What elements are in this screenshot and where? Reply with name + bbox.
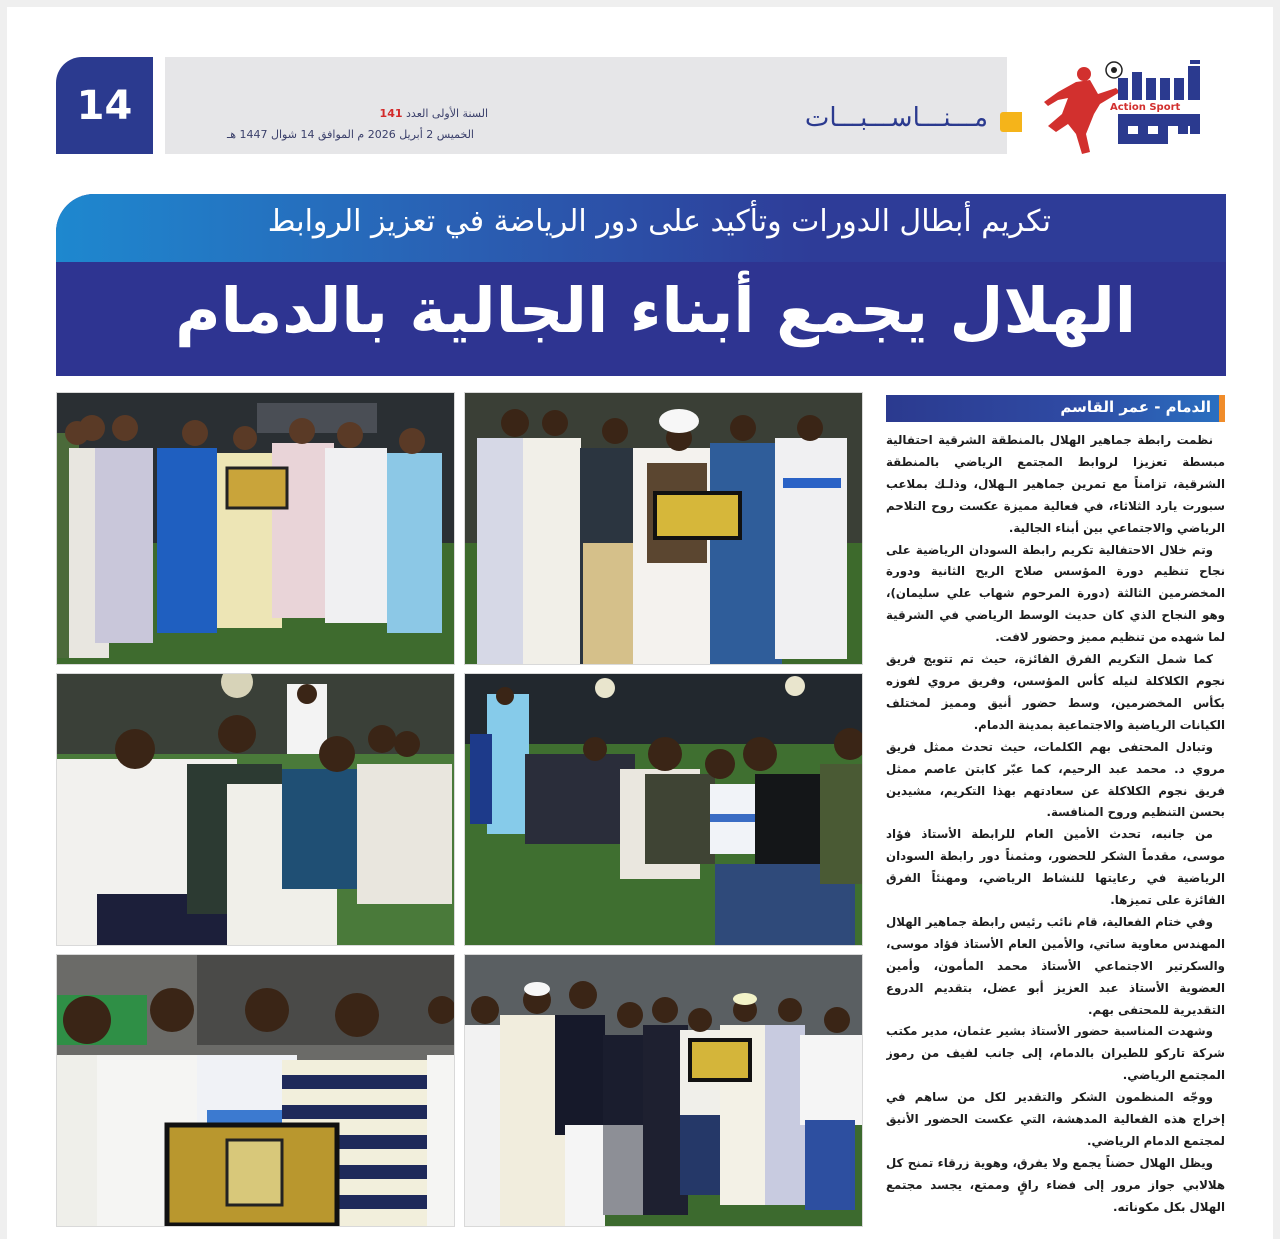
section-title: مـــنـــاســـبـــات (804, 103, 988, 133)
issue-line (188, 107, 488, 120)
article-paragraph: وتبادل المحتفى بهم الكلمات، حيث تحدث ممثل فريق مروي د. محمد عبد الرحيم، كما عبّر كابتن عاصم ممثل فريق نجوم الكلاكلة عن سعادتهم بهذا التكريم، مشيدين بحسن التنظيم وروح المنافسة. (886, 739, 1225, 820)
logo-english-text: Action Sport (1110, 102, 1181, 113)
page-number: 14 (56, 57, 153, 154)
issue-number: 141 (379, 107, 403, 120)
article-paragraph: من جانبه، تحدث الأمين العام للرابطة الأستاذ فؤاد موسى، مقدماً الشكر للحضور، ومثمناً دور رابطة السودان الرياضية في رعايتها للنشاط الرياضي، ومهنئاً الفرق الفائزة على تميزها. (886, 827, 1225, 908)
photo-closeup-plaque (56, 954, 455, 1227)
issue-label: السنة الأولى العدد (406, 107, 488, 120)
article-paragraph: ويظل الهلال حضناً يجمع ولا يفرق، وهوية زرقاء تمنح كل هلالابي جواز مرور إلى فضاء راقٍ وممتع، يجسد مجتمع الهلال بكل مكوناته. (886, 1155, 1225, 1214)
photo-seated-spectators-1 (56, 673, 455, 946)
section-marker (1000, 112, 1022, 132)
article-body (886, 430, 1225, 1235)
article-paragraph: وشهدت المناسبة حضور الأستاذ بشير عثمان، مدير مكتب شركة تاركو للطيران بالدمام، إلى جانب لفيف من رموز المجتمع الرياضي. (886, 1024, 1225, 1083)
photo-seated-spectators-2 (464, 673, 863, 946)
headline-panel (56, 194, 1226, 376)
article-paragraph: ووجّه المنظمون الشكر والتقدير لكل من ساهم في إخراج هذه الفعالية المدهشة، التي عكست الحضور الأنيق لمجتمع الدمام الرياضي. (886, 1090, 1225, 1148)
date-line: الخميس 2 أبريل 2026 م الموافق 14 شوال 1447 هـ (226, 128, 474, 141)
photo-group-plaque-1 (56, 392, 455, 665)
byline: الدمام - عمر القاسم (886, 395, 1225, 422)
article-paragraph: وتم خلال الاحتفالية تكريم رابطة السودان الرياضية على نجاح تنظيم دورة المؤسس صلاح الريح الثانية ودورة المخضرمين الثالثة (دورة المرحوم شهاب علي سليمان)، وهو النجاح الذي كان حديث الوسط الرياضي في الشرقية لما شهده من تنظيم مميز وحضور لافت. (886, 542, 1225, 645)
headline-kicker: تكريم أبطال الدورات وتأكيد على دور الرياضة في تعزيز الروابط (267, 204, 1051, 239)
article-paragraph: نظمت رابطة جماهير الهلال بالمنطقة الشرقية احتفالية مبسطة تعزيزا لروابط المجتمع الرياضي بالمنطقة الشرقية، تزامناً مع تمرين جماهير الـهلال، وذلـك بملاعب سبورت يارد الثلاثاء، في فعالية مميزة عكست روح التلاحم الرياضي والاجتماعي بين أبناء الجالية. (886, 433, 1225, 535)
photo-large-group-plaque (464, 954, 863, 1227)
article-paragraph: كما شمل التكريم الفرق الفائزة، حيث تم تتويج فريق نجوم الكلاكلة لنيله كأس المؤسس، وفريق مروي لفوزه بكأس المخضرمين، وسط حضور أنيق ومميز لمختلف الكيانات الرياضية والاجتماعية بمدينة الدمام. (886, 652, 1225, 732)
photo-group-plaque-2 (464, 392, 863, 665)
headline-title: الهلال يجمع أبناء الجالية بالدمام (175, 274, 1136, 347)
article-paragraph: وفي ختام الفعالية، قام نائب رئيس رابطة جماهير الهلال المهندس معاوية ساتي، والأمين العام الأستاذ فؤاد موسى، والسكرتير الاجتماعي الأستاذ محمد المأمون، وأمين العضوية الأستاذ عبد العزيز أبو عضل، بتقديم الدروع التقديرية للمحتفى بهم. (886, 914, 1225, 1017)
